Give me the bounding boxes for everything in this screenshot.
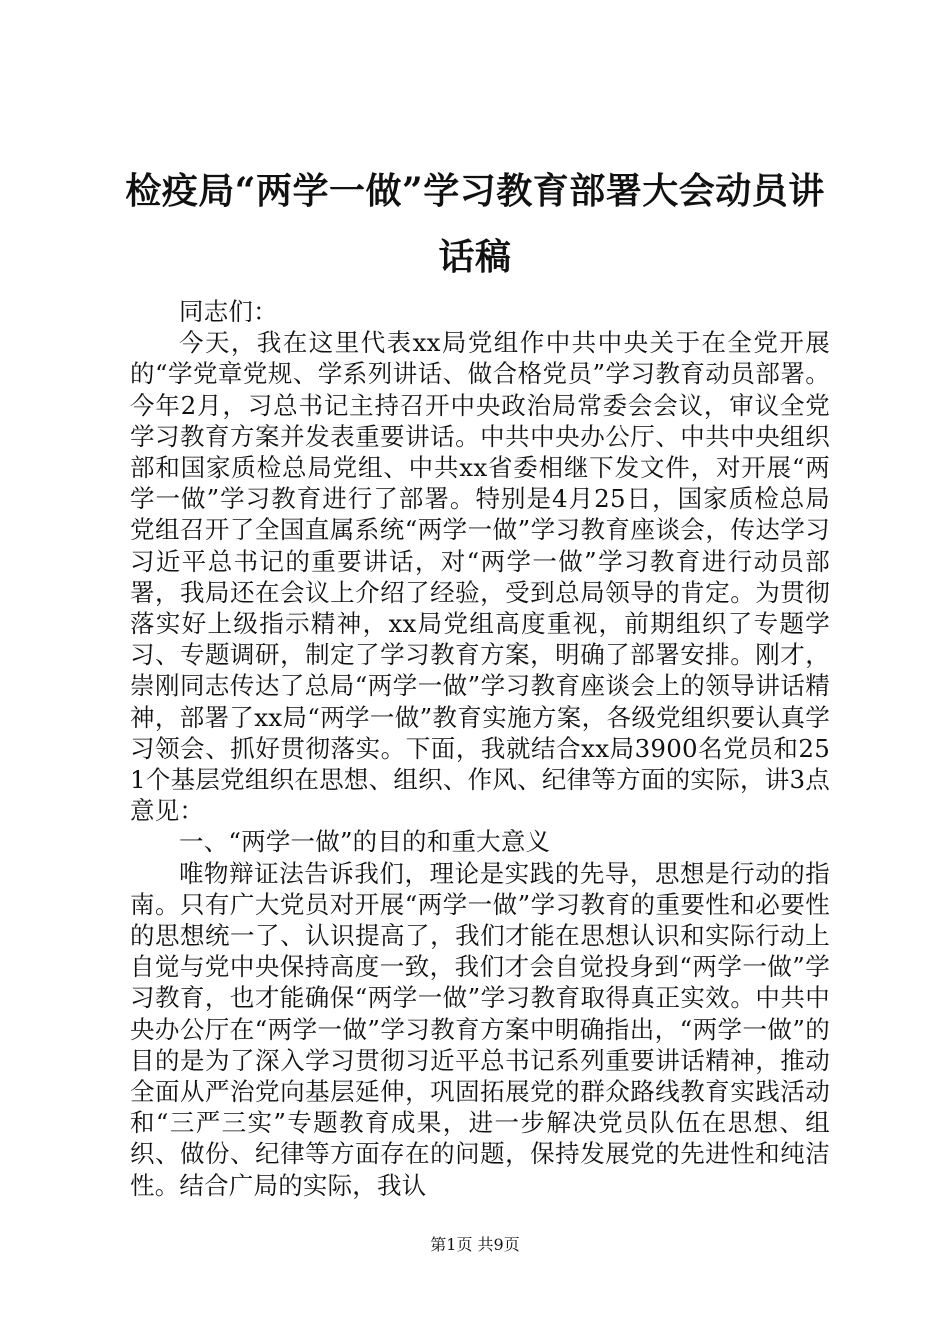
body-paragraph: 今天，我在这里代表xx局党组作中共中央关于在全党开展的“学党章党规、学系列讲话、做合格党员”学习教育动员部署。今年2月，习总书记主持召开中央政治局常委会会议，审议全党学习教育方案并发表重要讲话。中共中央办公厅、中共中央组织部和国家质检总局党组、中共xx省委相继下发文件，对开展“两学一做”学习教育进行了部署。特别是4月25日，国家质检总局党组召开了全国直属系统“两学一做”学习教育座谈会，传达学习习近平总书记的重要讲话，对“两学一做”学习教育进行动员部署，我局还在会议上介绍了经验，受到总局领导的肯定。为贯彻落实好上级指示精神，xx局党组高度重视，前期组织了专题学习、专题调研，制定了学习教育方案，明确了部署安排。刚才，崇刚同志传达了总局“两学一做”学习教育座谈会上的领导讲话精神，部署了xx局“两学一做”教育实施方案，各级党组织要认真学习领会、抓好贯彻落实。下面，我就结合xx局3900名党员和251个基层党组织在思想、组织、作风、纪律等方面的实际，讲3点意见：	[130, 328, 830, 826]
salutation: 同志们：	[179, 297, 278, 326]
document-title: 检疫局“两学一做”学习教育部署大会动员讲话稿	[125, 170, 825, 278]
page-number-footer: 第1页 共9页	[430, 1235, 520, 1254]
section-heading: 一、“两学一做”的目的和重大意义	[179, 827, 551, 857]
document-body	[130, 296, 830, 1201]
body-paragraph: 唯物辩证法告诉我们，理论是实践的先导，思想是行动的指南。只有广大党员对开展“两学一做”学习教育的重要性和必要性的思想统一了、认识提高了，我们才能在思想认识和实际行动上自觉与党中央保持高度一致，我们才会自觉投身到“两学一做”学习教育，也才能确保“两学一做”学习教育取得真正实效。中共中央办公厅在“两学一做”学习教育方案中明确指出，“两学一做”的目的是为了深入学习贯彻习近平总书记系列重要讲话精神，推动全面从严治党向基层延伸，巩固拓展党的群众路线教育实践活动和“三严三实”专题教育成果，进一步解决党员队伍在思想、组织、做份、纪律等方面存在的问题，保持发展党的先进性和纯洁性。结合广局的实际，我认	[130, 858, 830, 1200]
